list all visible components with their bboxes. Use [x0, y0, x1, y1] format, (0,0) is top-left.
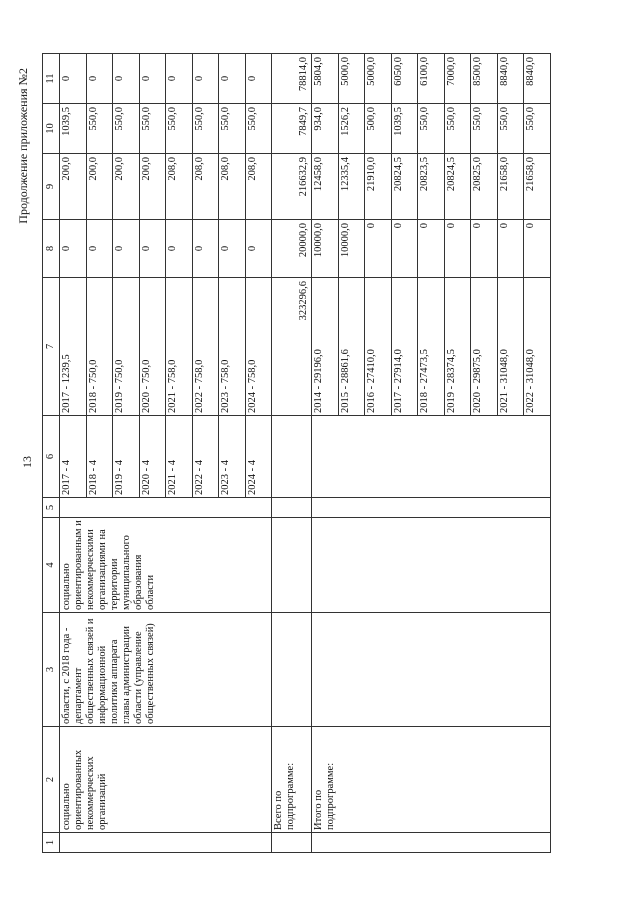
col3-cell	[272, 613, 312, 727]
table-row	[60, 54, 87, 853]
description-cell: социально ориентированным и некоммерческими организациями на территории муниципального образования области	[60, 518, 272, 613]
col9-cell: 200,0	[86, 154, 113, 220]
year-amount-cell: 2020 - 750,0	[139, 278, 166, 416]
col11-cell: 5000,0	[338, 54, 365, 104]
col11-cell: 5804,0	[312, 54, 339, 104]
col10-cell: 550,0	[139, 104, 166, 154]
col10-cell: 550,0	[192, 104, 219, 154]
col10-cell: 550,0	[497, 104, 524, 154]
total-col10: 7849,7	[272, 104, 312, 154]
col9-cell: 208,0	[192, 154, 219, 220]
column-header: 6	[43, 416, 60, 498]
column-header: 3	[43, 613, 60, 727]
year-amount-cell: 2018 - 750,0	[86, 278, 113, 416]
total-row	[272, 54, 312, 853]
col10-cell: 550,0	[219, 104, 246, 154]
col8-cell: 0	[245, 220, 272, 278]
year-count-cell: 2017 - 4	[60, 416, 87, 498]
year-count-cell: 2018 - 4	[86, 416, 113, 498]
year-amount-cell: 2021 - 31048,0	[497, 278, 524, 416]
col9-cell: 21910,0	[365, 154, 392, 220]
column-header: 5	[43, 498, 60, 518]
col9-cell: 208,0	[166, 154, 193, 220]
year-amount-cell: 2021 - 758,0	[166, 278, 193, 416]
col11-cell: 0	[86, 54, 113, 104]
col10-cell: 550,0	[444, 104, 471, 154]
year-count-cell: 2021 - 4	[166, 416, 193, 498]
col8-cell: 0	[497, 220, 524, 278]
year-amount-cell: 2024 - 758,0	[245, 278, 272, 416]
appendix-label: Продолжение приложения №2	[16, 68, 30, 224]
col8-cell: 0	[391, 220, 418, 278]
col4-cell	[312, 518, 551, 613]
col8-cell: 10000,0	[338, 220, 365, 278]
col8-cell: 0	[192, 220, 219, 278]
col8-cell: 0	[444, 220, 471, 278]
column-header: 1	[43, 833, 60, 853]
col9-cell: 12458,0	[312, 154, 339, 220]
col1-cell	[60, 833, 272, 853]
year-count-cell: 2019 - 4	[113, 416, 140, 498]
total-col7: 323296,6	[272, 278, 312, 416]
col10-cell: 500,0	[365, 104, 392, 154]
year-count-cell: 2023 - 4	[219, 416, 246, 498]
column-header: 8	[43, 220, 60, 278]
col9-cell: 200,0	[60, 154, 87, 220]
year-amount-cell: 2016 - 27410,0	[365, 278, 392, 416]
col9-cell: 20824,5	[444, 154, 471, 220]
col10-cell: 550,0	[471, 104, 498, 154]
col11-cell: 0	[219, 54, 246, 104]
col6-cell	[272, 416, 312, 498]
col11-cell: 8500,0	[471, 54, 498, 104]
col5-cell	[312, 498, 551, 518]
col10-cell: 1526,2	[338, 104, 365, 154]
col9-cell: 20825,0	[471, 154, 498, 220]
col8-cell: 0	[524, 220, 551, 278]
col8-cell: 0	[113, 220, 140, 278]
col10-cell: 550,0	[166, 104, 193, 154]
col8-cell: 10000,0	[312, 220, 339, 278]
year-amount-cell: 2019 - 28374,5	[444, 278, 471, 416]
col5-cell	[60, 498, 272, 518]
col11-cell: 6050,0	[391, 54, 418, 104]
col10-cell: 1039,5	[60, 104, 87, 154]
year-amount-cell: 2017 - 1239,5	[60, 278, 87, 416]
year-amount-cell: 2022 - 31048,0	[524, 278, 551, 416]
col10-cell: 1039,5	[391, 104, 418, 154]
year-amount-cell: 2018 - 27473,5	[418, 278, 445, 416]
col11-cell: 0	[192, 54, 219, 104]
col11-cell: 8840,0	[497, 54, 524, 104]
column-header: 4	[43, 518, 60, 613]
total-col9: 216632,9	[272, 154, 312, 220]
col4-cell	[272, 518, 312, 613]
col9-cell: 20823,5	[418, 154, 445, 220]
col11-cell: 7000,0	[444, 54, 471, 104]
page-number: 13	[20, 456, 34, 468]
year-amount-cell: 2023 - 758,0	[219, 278, 246, 416]
total-label: Всего по подпрограмме:	[272, 727, 312, 833]
col9-cell: 208,0	[219, 154, 246, 220]
year-count-cell: 2020 - 4	[139, 416, 166, 498]
col8-cell: 0	[418, 220, 445, 278]
col9-cell: 20824,5	[391, 154, 418, 220]
year-amount-cell: 2015 - 28861,6	[338, 278, 365, 416]
col10-cell: 550,0	[245, 104, 272, 154]
col1-cell	[312, 833, 551, 853]
year-amount-cell: 2020 - 29875,0	[471, 278, 498, 416]
total-col8: 20000,0	[272, 220, 312, 278]
itogo-label: Итого по подпрограмме:	[312, 727, 551, 833]
col8-cell: 0	[139, 220, 166, 278]
col11-cell: 0	[60, 54, 87, 104]
col9-cell: 200,0	[139, 154, 166, 220]
col11-cell: 6100,0	[418, 54, 445, 104]
year-amount-cell: 2019 - 750,0	[113, 278, 140, 416]
year-amount-cell: 2014 - 29196,0	[312, 278, 339, 416]
col11-cell: 8840,0	[524, 54, 551, 104]
program-table	[42, 53, 551, 853]
year-count-cell: 2024 - 4	[245, 416, 272, 498]
table-row	[312, 54, 339, 853]
col9-cell: 21658,0	[524, 154, 551, 220]
col11-cell: 0	[166, 54, 193, 104]
col8-cell: 0	[219, 220, 246, 278]
column-header: 7	[43, 278, 60, 416]
col11-cell: 5000,0	[365, 54, 392, 104]
col3-cell	[312, 613, 551, 727]
col10-cell: 550,0	[524, 104, 551, 154]
col9-cell: 12335,4	[338, 154, 365, 220]
year-amount-cell: 2022 - 758,0	[192, 278, 219, 416]
col10-cell: 550,0	[113, 104, 140, 154]
col8-cell: 0	[365, 220, 392, 278]
col10-cell: 934,0	[312, 104, 339, 154]
col9-cell: 208,0	[245, 154, 272, 220]
col9-cell: 21658,0	[497, 154, 524, 220]
col10-cell: 550,0	[86, 104, 113, 154]
col11-cell: 0	[245, 54, 272, 104]
total-col11: 78814,0	[272, 54, 312, 104]
col10-cell: 550,0	[418, 104, 445, 154]
year-amount-cell: 2017 - 27914,0	[391, 278, 418, 416]
col8-cell: 0	[166, 220, 193, 278]
col8-cell: 0	[60, 220, 87, 278]
col5-cell	[272, 498, 312, 518]
executor-cell: области, с 2018 года - департамент общественных связей и информационной политики аппарата главы администрации области (управление общественных связей)	[60, 613, 272, 727]
col8-cell: 0	[471, 220, 498, 278]
program-name-cell: социально ориентированных некоммерческих организаций	[60, 727, 272, 833]
column-header: 2	[43, 727, 60, 833]
col1-cell	[272, 833, 312, 853]
col8-cell: 0	[86, 220, 113, 278]
col9-cell: 200,0	[113, 154, 140, 220]
col11-cell: 0	[113, 54, 140, 104]
col6-cell	[312, 416, 551, 498]
year-count-cell: 2022 - 4	[192, 416, 219, 498]
column-header: 11	[43, 54, 60, 104]
header-row	[43, 54, 60, 853]
col11-cell: 0	[139, 54, 166, 104]
column-header: 10	[43, 104, 60, 154]
column-header: 9	[43, 154, 60, 220]
